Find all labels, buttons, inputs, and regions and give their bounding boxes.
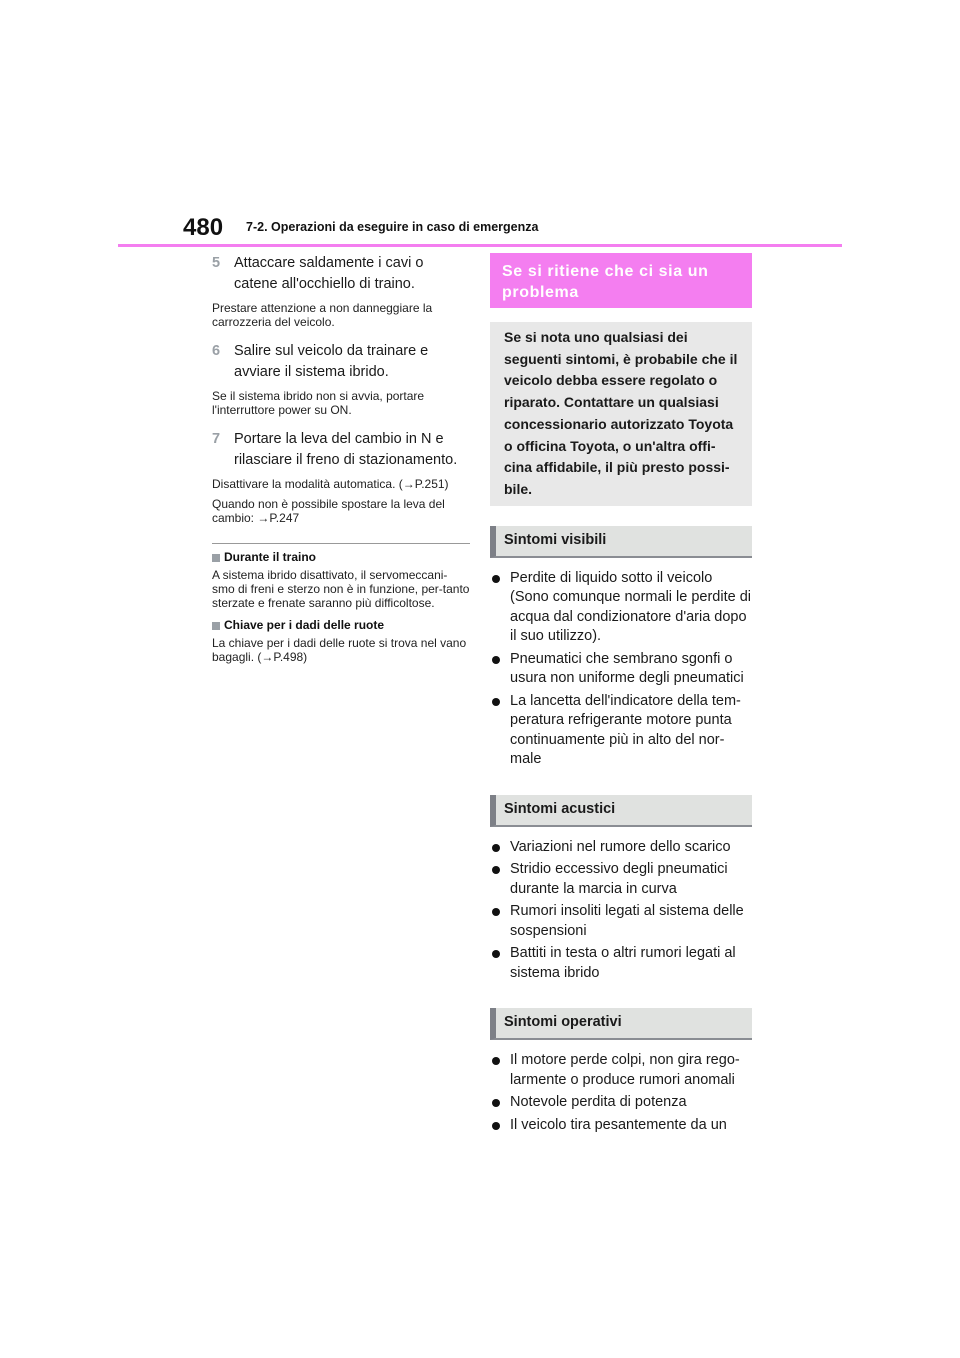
- list-item: Notevole perdita di potenza: [490, 1093, 752, 1113]
- subsection-body: La chiave per i dadi delle ruote si trova nel vano bagagli. (→P.498): [212, 636, 467, 664]
- step-number: 5: [212, 255, 221, 271]
- step-7: [212, 429, 470, 471]
- step-text: Attaccare saldamente i cavi o catene all'occhiello di traino.: [234, 255, 424, 292]
- step-number: 7: [212, 431, 221, 447]
- right-column: [490, 253, 752, 1138]
- step-text: Salire sul veicolo da trainare e avviare il sistema ibrido.: [234, 343, 429, 380]
- subsection-title: Chiave per i dadi delle ruote: [224, 618, 385, 632]
- step-note: Se il sistema ibrido non si avvia, portare l'interruttore power su ON.: [212, 389, 425, 417]
- list-item: Variazioni nel rumore dello scarico: [490, 838, 752, 858]
- main-heading: Se si ritiene che ci sia un problema: [490, 253, 752, 308]
- category-heading-acoustic: Sintomi acustici: [490, 795, 752, 827]
- step-note-shift-lever: Quando non è possibile spostare la leva del cambio: →P.247: [212, 497, 445, 525]
- list-item: Stridio eccessivo degli pneumatici durante la marcia in curva: [490, 860, 752, 899]
- section-title: 7-2. Operazioni da eseguire in caso di emergenza: [246, 220, 539, 234]
- step-6: [212, 341, 470, 383]
- list-item: La lancetta dell'indicatore della tem-peratura refrigerante motore punta continuamente più in alto del nor-male: [490, 692, 752, 770]
- divider: [212, 543, 470, 544]
- list-item: Perdite di liquido sotto il veicolo (Sono comunque normali le perdite di acqua dal condizionatore d'aria dopo il suo utilizzo).: [490, 569, 752, 647]
- page-number: 480: [183, 214, 224, 241]
- category-heading-visible: Sintomi visibili: [490, 526, 752, 558]
- step-note-automatic-mode: Disattivare la modalità automatica. (→P.251): [212, 477, 449, 491]
- list-item: Rumori insoliti legati al sistema delle sospensioni: [490, 902, 752, 941]
- list-item: Il veicolo tira pesantemente da un: [490, 1116, 752, 1136]
- subsection-body: A sistema ibrido disattivato, il servomeccani-smo di freni e sterzo non è in funzione, per-tanto sterzate e frenate saranno più difficoltose.: [212, 568, 470, 610]
- subsection-heading-towing: [212, 550, 470, 565]
- left-column: [212, 253, 470, 672]
- symptom-list-operational: [490, 1051, 752, 1135]
- subsection-heading-wheel-wrench: [212, 618, 470, 633]
- category-heading-operational: Sintomi operativi: [490, 1008, 752, 1040]
- square-bullet-icon: [212, 554, 220, 562]
- symptom-list-visible: [490, 569, 752, 770]
- square-bullet-icon: [212, 622, 220, 630]
- list-item: Pneumatici che sembrano sgonfi o usura non uniforme degli pneumatici: [490, 650, 752, 689]
- step-number: 6: [212, 343, 221, 359]
- step-5: [212, 253, 470, 295]
- subsection-title: Durante il traino: [224, 550, 317, 564]
- list-item: Il motore perde colpi, non gira rego-larmente o produce rumori anomali: [490, 1051, 752, 1090]
- step-text: Portare la leva del cambio in N e rilasciare il freno di stazionamento.: [234, 431, 458, 468]
- step-note: Prestare attenzione a non danneggiare la carrozzeria del veicolo.: [212, 301, 433, 329]
- list-item: Battiti in testa o altri rumori legati al sistema ibrido: [490, 944, 752, 983]
- symptom-list-acoustic: [490, 838, 752, 984]
- intro-box: Se si nota uno qualsiasi dei seguenti sintomi, è probabile che il veicolo debba essere regolato o riparato. Contattare un qualsiasi concessionario autorizzato Toyota o officina Toyota, o un'altra offi-cina affidabile, il più presto possi-bile.: [490, 322, 752, 506]
- header-rule: [118, 244, 842, 247]
